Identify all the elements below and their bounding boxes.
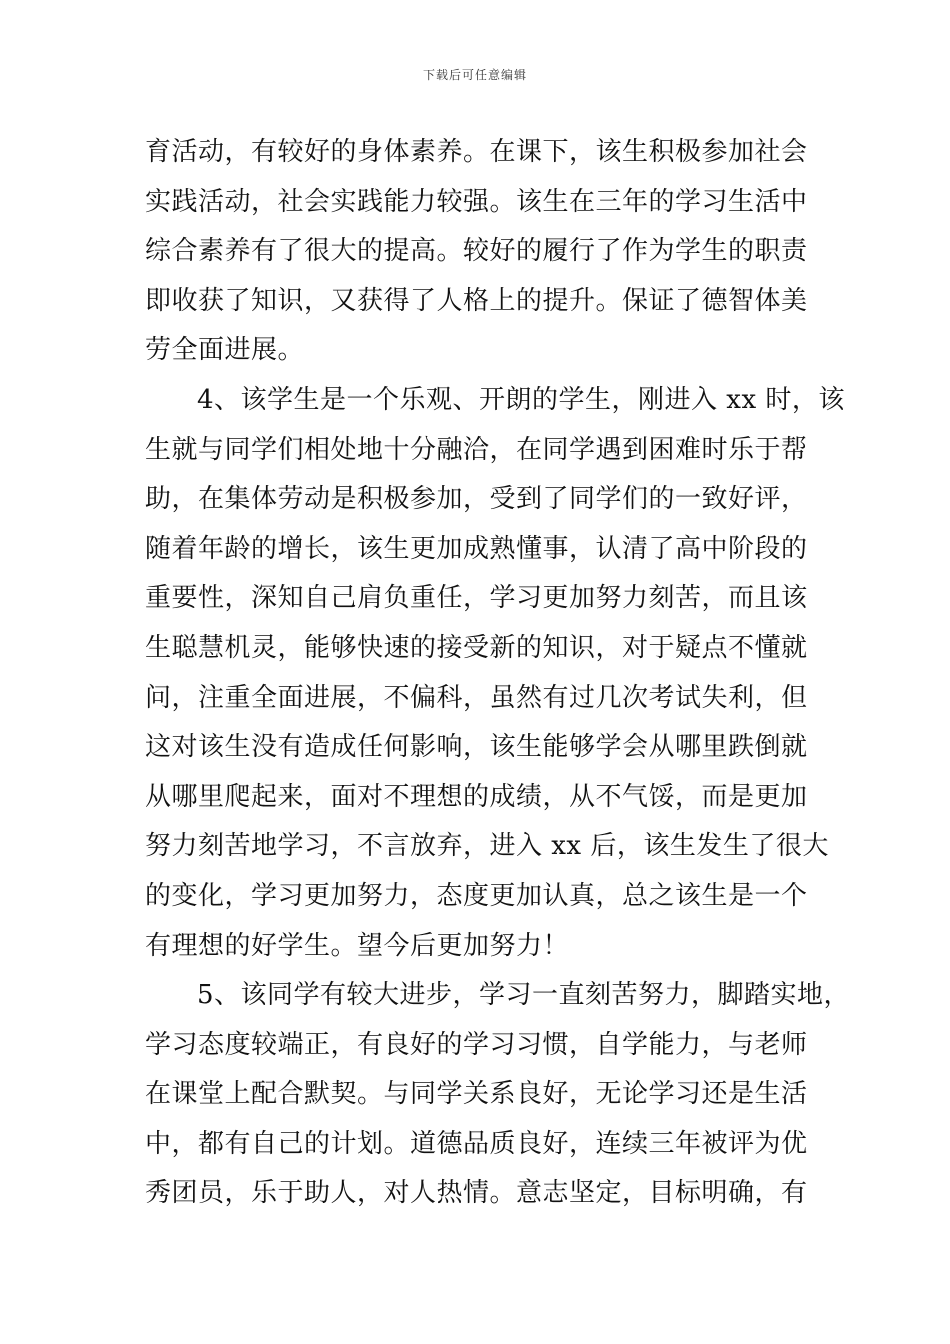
text-line: 重要性，深知自己肩负重任，学习更加努力刻苦，而且该 — [145, 583, 808, 614]
paragraph-5-first-line: 5、该同学有较大进步，学习一直刻苦努力，脚踏实地， — [197, 980, 851, 1011]
text-line: 从哪里爬起来，面对不理想的成绩，从不气馁，而是更加 — [145, 781, 808, 812]
text-line: 随着年龄的增长，该生更加成熟懂事，认清了高中阶段的 — [145, 533, 808, 564]
text-line: 生就与同学们相处地十分融洽，在同学遇到困难时乐于帮 — [145, 434, 808, 465]
text-line: 学习态度较端正，有良好的学习习惯，自学能力，与老师 — [145, 1029, 808, 1060]
text-line: 实践活动，社会实践能力较强。该生在三年的学习生活中 — [145, 186, 808, 217]
text-line: 有理想的好学生。望今后更加努力！ — [145, 930, 570, 961]
text-line: 综合素养有了很大的提高。较好的履行了作为学生的职责 — [145, 236, 808, 267]
text-line: 劳全面进展。 — [145, 335, 305, 366]
text-line: 在课堂上配合默契。与同学关系良好，无论学习还是生活 — [145, 1079, 808, 1110]
paragraph-4-first-line: 4、该学生是一个乐观、开朗的学生，刚进入 xx 时，该 — [197, 384, 845, 415]
text-line: 努力刻苦地学习，不言放弃，进入 xx 后，该生发生了很大 — [145, 831, 829, 862]
text-line: 秀团员，乐于助人，对人热情。意志坚定，目标明确，有 — [145, 1178, 808, 1209]
text-line: 中，都有自己的计划。道德品质良好，连续三年被评为优 — [145, 1128, 808, 1159]
page-header: 下载后可任意编辑 — [422, 68, 527, 82]
document-body — [145, 128, 851, 1219]
text-line: 育活动，有较好的身体素养。在课下，该生积极参加社会 — [145, 137, 808, 167]
text-line: 这对该生没有造成任何影响，该生能够学会从哪里跌倒就 — [145, 732, 808, 763]
text-line: 的变化，学习更加努力，态度更加认真，总之该生是一个 — [145, 880, 808, 911]
text-line: 生聪慧机灵，能够快速的接受新的知识，对于疑点不懂就 — [145, 632, 808, 663]
text-line: 助，在集体劳动是积极参加，受到了同学们的一致好评， — [145, 484, 808, 515]
text-line: 即收获了知识，又获得了人格上的提升。保证了德智体美 — [145, 285, 808, 316]
text-line: 问，注重全面进展，不偏科，虽然有过几次考试失利，但 — [145, 682, 808, 713]
